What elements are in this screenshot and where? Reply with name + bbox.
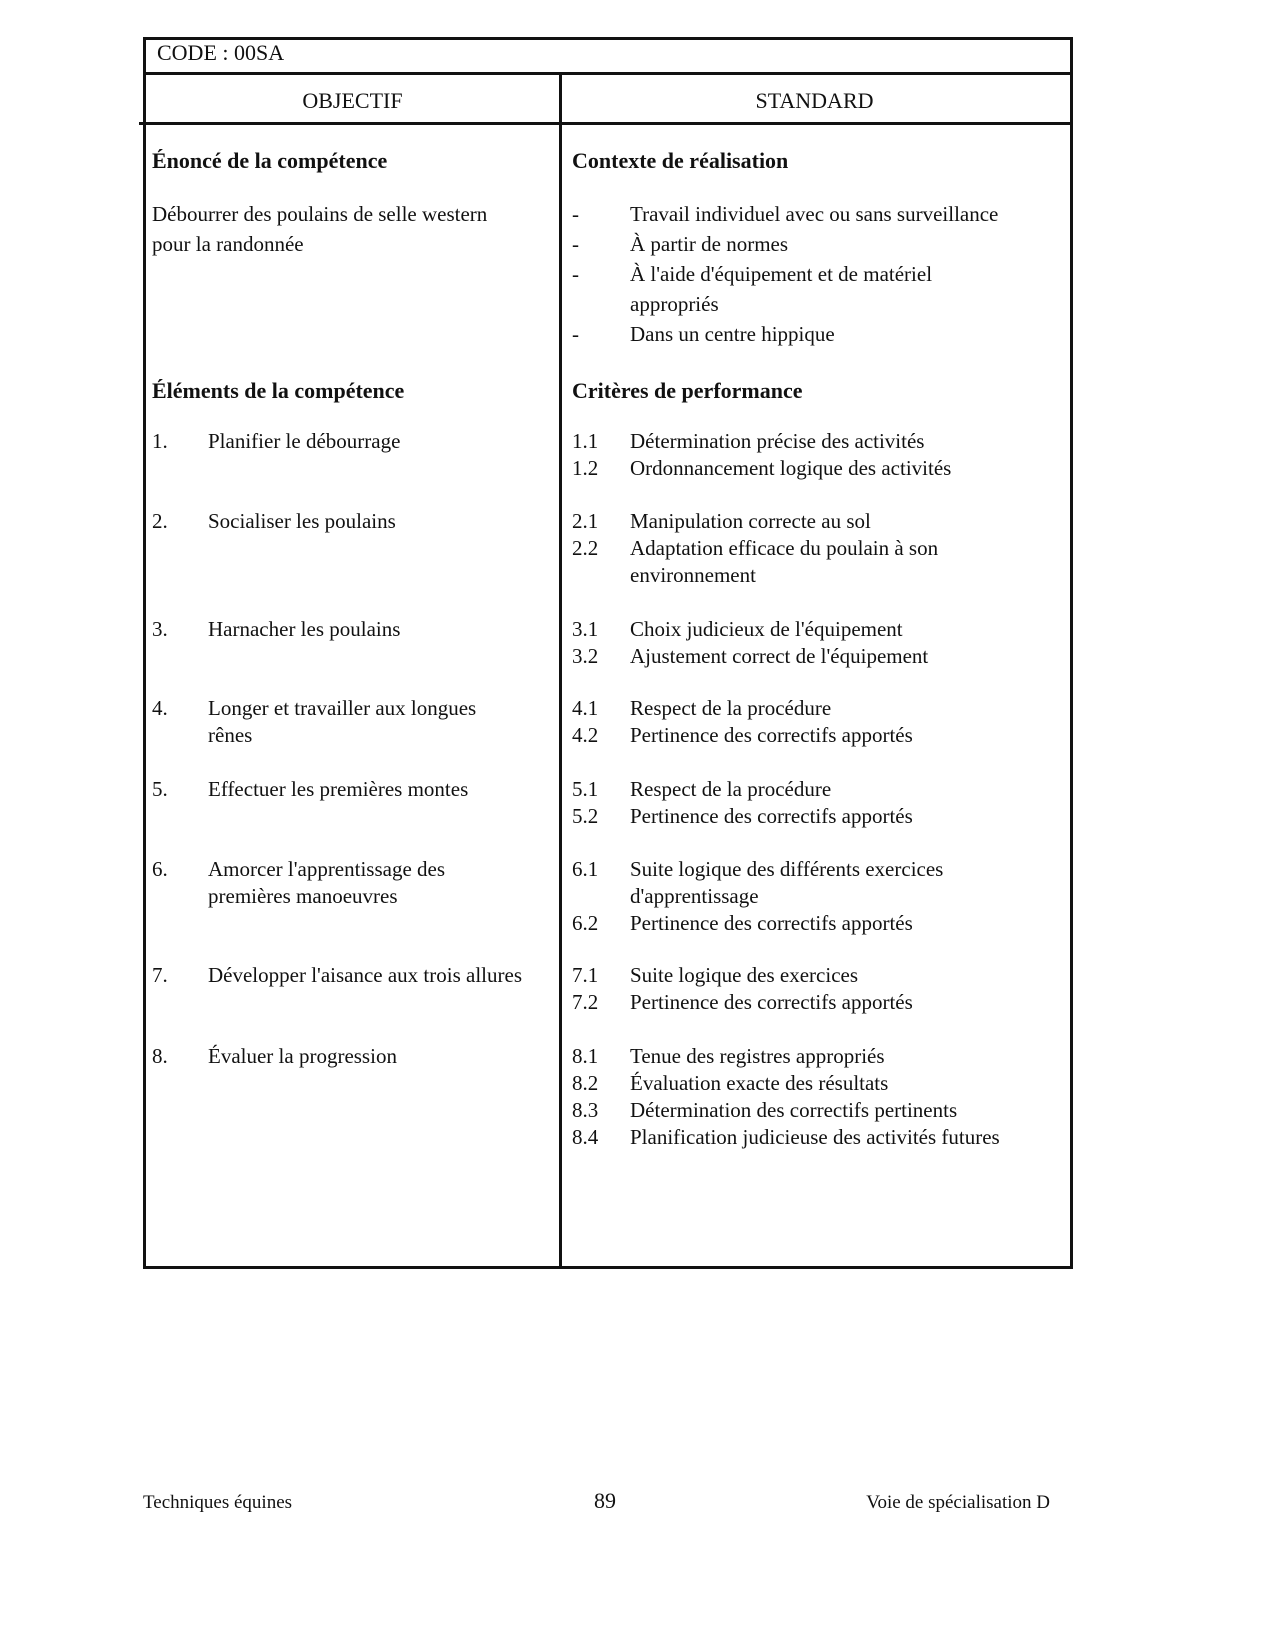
element-number: 1. bbox=[152, 429, 168, 453]
element-number: 7. bbox=[152, 963, 168, 987]
enonce-line: pour la randonnée bbox=[152, 232, 304, 256]
element-label: Évaluer la progression bbox=[208, 1044, 397, 1068]
bullet: - bbox=[572, 202, 579, 226]
criterion-number: 4.1 bbox=[572, 696, 599, 720]
element-label: Socialiser les poulains bbox=[208, 509, 396, 533]
criterion-text: Respect de la procédure bbox=[630, 777, 832, 801]
element-label: premières manoeuvres bbox=[208, 884, 398, 908]
criterion-text: Tenue des registres appropriés bbox=[630, 1044, 885, 1068]
bullet: - bbox=[572, 322, 579, 346]
criterion-number: 8.4 bbox=[572, 1125, 599, 1149]
element-label: Effectuer les premières montes bbox=[208, 777, 469, 801]
criterion-text: Adaptation efficace du poulain à son bbox=[630, 536, 939, 560]
element-label: Harnacher les poulains bbox=[208, 617, 401, 641]
divider bbox=[139, 122, 1070, 125]
criterion-number: 6.2 bbox=[572, 911, 599, 935]
header-objectif: OBJECTIF bbox=[302, 88, 403, 113]
criterion-number: 2.1 bbox=[572, 509, 599, 533]
page-number: 89 bbox=[594, 1488, 616, 1513]
criterion-number: 4.2 bbox=[572, 723, 599, 747]
criterion-number: 3.1 bbox=[572, 617, 599, 641]
criterion-number: 5.2 bbox=[572, 804, 599, 828]
enonce-text bbox=[152, 199, 487, 259]
element-label: Amorcer l'apprentissage des bbox=[208, 857, 446, 881]
criterion-text: Choix judicieux de l'équipement bbox=[630, 617, 903, 641]
code-label: CODE : 00SA bbox=[157, 40, 285, 65]
criterion-text: Planification judicieuse des activités futures bbox=[630, 1125, 1000, 1149]
criterion-number: 8.2 bbox=[572, 1071, 599, 1095]
criterion-text: Pertinence des correctifs apportés bbox=[630, 990, 913, 1014]
criterion-text: Ajustement correct de l'équipement bbox=[630, 644, 929, 668]
criterion-text: Pertinence des correctifs apportés bbox=[630, 723, 913, 747]
criterion-text: Pertinence des correctifs apportés bbox=[630, 911, 913, 935]
criterion-text: Détermination des correctifs pertinents bbox=[630, 1098, 958, 1122]
enonce-line: Débourrer des poulains de selle western bbox=[152, 202, 488, 226]
criterion-text: Manipulation correcte au sol bbox=[630, 509, 871, 533]
footer-left: Techniques équines bbox=[143, 1492, 293, 1513]
bullet: - bbox=[572, 262, 579, 286]
criterion-number: 8.3 bbox=[572, 1098, 599, 1122]
criterion-text: environnement bbox=[630, 563, 756, 587]
contexte-item-text: appropriés bbox=[630, 292, 719, 316]
criterion-number: 3.2 bbox=[572, 644, 599, 668]
criterion-number: 6.1 bbox=[572, 857, 599, 881]
element-number: 5. bbox=[152, 777, 168, 801]
contexte-title: Contexte de réalisation bbox=[572, 148, 789, 173]
criteres-title: Critères de performance bbox=[572, 378, 803, 403]
criterion-number: 1.1 bbox=[572, 429, 599, 453]
contexte-item-text: Dans un centre hippique bbox=[630, 322, 835, 346]
criterion-text: d'apprentissage bbox=[630, 884, 759, 908]
criterion-text: Suite logique des exercices bbox=[630, 963, 859, 987]
contexte-item-text: À partir de normes bbox=[630, 232, 789, 256]
element-label: rênes bbox=[208, 723, 253, 747]
criterion-text: Évaluation exacte des résultats bbox=[630, 1071, 889, 1095]
criterion-number: 8.1 bbox=[572, 1044, 599, 1068]
contexte-item-text: À l'aide d'équipement et de matériel bbox=[630, 262, 933, 286]
footer-right: Voie de spécialisation D bbox=[866, 1492, 1050, 1513]
element-number: 2. bbox=[152, 509, 168, 533]
header-standard: STANDARD bbox=[755, 88, 874, 113]
criterion-text: Ordonnancement logique des activités bbox=[630, 456, 952, 480]
divider bbox=[143, 72, 1070, 75]
column-divider bbox=[559, 72, 562, 1266]
bullet: - bbox=[572, 232, 579, 256]
criterion-text: Respect de la procédure bbox=[630, 696, 832, 720]
element-number: 8. bbox=[152, 1044, 168, 1068]
enonce-title: Énoncé de la compétence bbox=[152, 148, 388, 173]
elements-title: Éléments de la compétence bbox=[152, 378, 405, 403]
contexte-item-text: Travail individuel avec ou sans surveillance bbox=[630, 202, 999, 226]
element-label: Planifier le débourrage bbox=[208, 429, 401, 453]
criterion-number: 7.2 bbox=[572, 990, 599, 1014]
criterion-text: Suite logique des différents exercices bbox=[630, 857, 944, 881]
criterion-number: 2.2 bbox=[572, 536, 599, 560]
criterion-number: 1.2 bbox=[572, 456, 599, 480]
criterion-text: Pertinence des correctifs apportés bbox=[630, 804, 913, 828]
element-label: Développer l'aisance aux trois allures bbox=[208, 963, 522, 987]
criterion-text: Détermination précise des activités bbox=[630, 429, 925, 453]
criterion-number: 7.1 bbox=[572, 963, 599, 987]
element-number: 4. bbox=[152, 696, 168, 720]
element-number: 3. bbox=[152, 617, 168, 641]
criterion-number: 5.1 bbox=[572, 777, 599, 801]
element-label: Longer et travailler aux longues bbox=[208, 696, 477, 720]
element-number: 6. bbox=[152, 857, 168, 881]
